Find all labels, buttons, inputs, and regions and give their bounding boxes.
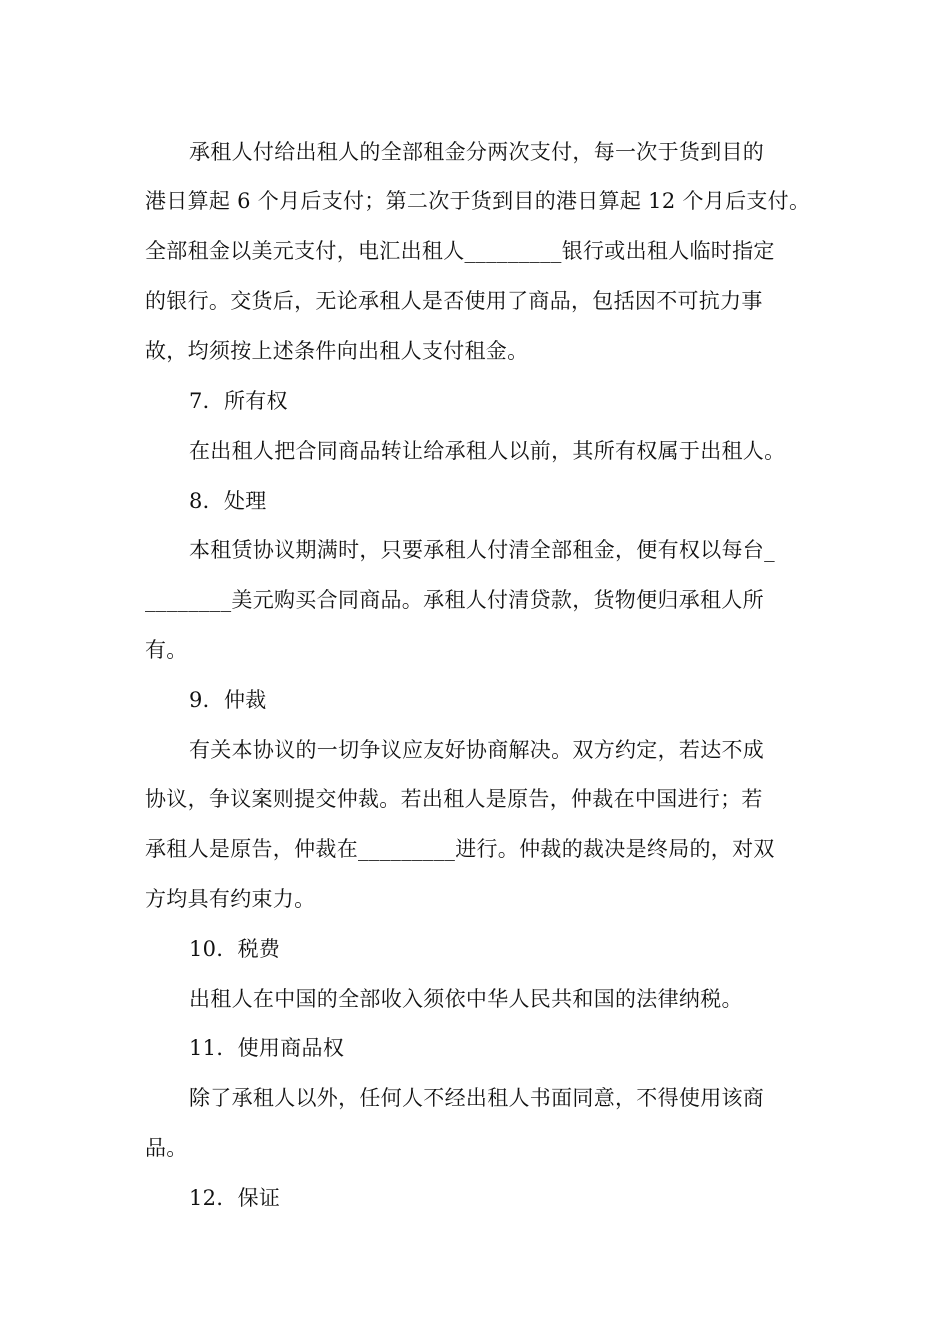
section-heading: 11．使用商品权: [189, 1036, 345, 1060]
section-heading: 8．处理: [189, 489, 267, 513]
paragraph-line: 品。: [145, 1136, 188, 1160]
paragraph-line: 故，均须按上述条件向出租人支付租金。: [145, 339, 529, 363]
paragraph-line: 出租人在中国的全部收入须依中华人民共和国的法律纳税。: [189, 987, 743, 1011]
paragraph-line: 全部租金以美元支付，电汇出租人_________银行或出租人临时指定: [145, 239, 775, 263]
paragraph-line: 协议，争议案则提交仲裁。若出租人是原告，仲裁在中国进行；若: [145, 787, 763, 811]
paragraph-line: 承租人付给出租人的全部租金分两次支付，每一次于货到目的: [189, 140, 765, 164]
paragraph-line: 有关本协议的一切争议应友好协商解决。双方约定，若达不成: [189, 738, 765, 762]
paragraph-line: 的银行。交货后，无论承租人是否使用了商品，包括因不可抗力事: [145, 289, 763, 313]
paragraph-line: 有。: [145, 638, 188, 662]
section-heading: 9．仲裁: [189, 688, 267, 712]
paragraph-line: 本租赁协议期满时，只要承租人付清全部租金，便有权以每台_: [189, 538, 775, 562]
paragraph-line: ________美元购买合同商品。承租人付清贷款，货物便归承租人所: [145, 588, 764, 612]
section-heading: 10．税费: [189, 937, 281, 961]
paragraph-line: 承租人是原告，仲裁在_________进行。仲裁的裁决是终局的，对双: [145, 837, 775, 861]
paragraph-line: 在出租人把合同商品转让给承租人以前，其所有权属于出租人。: [189, 439, 786, 463]
section-heading: 12．保证: [189, 1186, 281, 1210]
paragraph-line: 港日算起 6 个月后支付；第二次于货到目的港日算起 12 个月后支付。: [145, 189, 811, 213]
paragraph-line: 除了承租人以外，任何人不经出租人书面同意，不得使用该商: [189, 1086, 765, 1110]
section-heading: 7．所有权: [189, 389, 288, 413]
paragraph-line: 方均具有约束力。: [145, 887, 316, 911]
